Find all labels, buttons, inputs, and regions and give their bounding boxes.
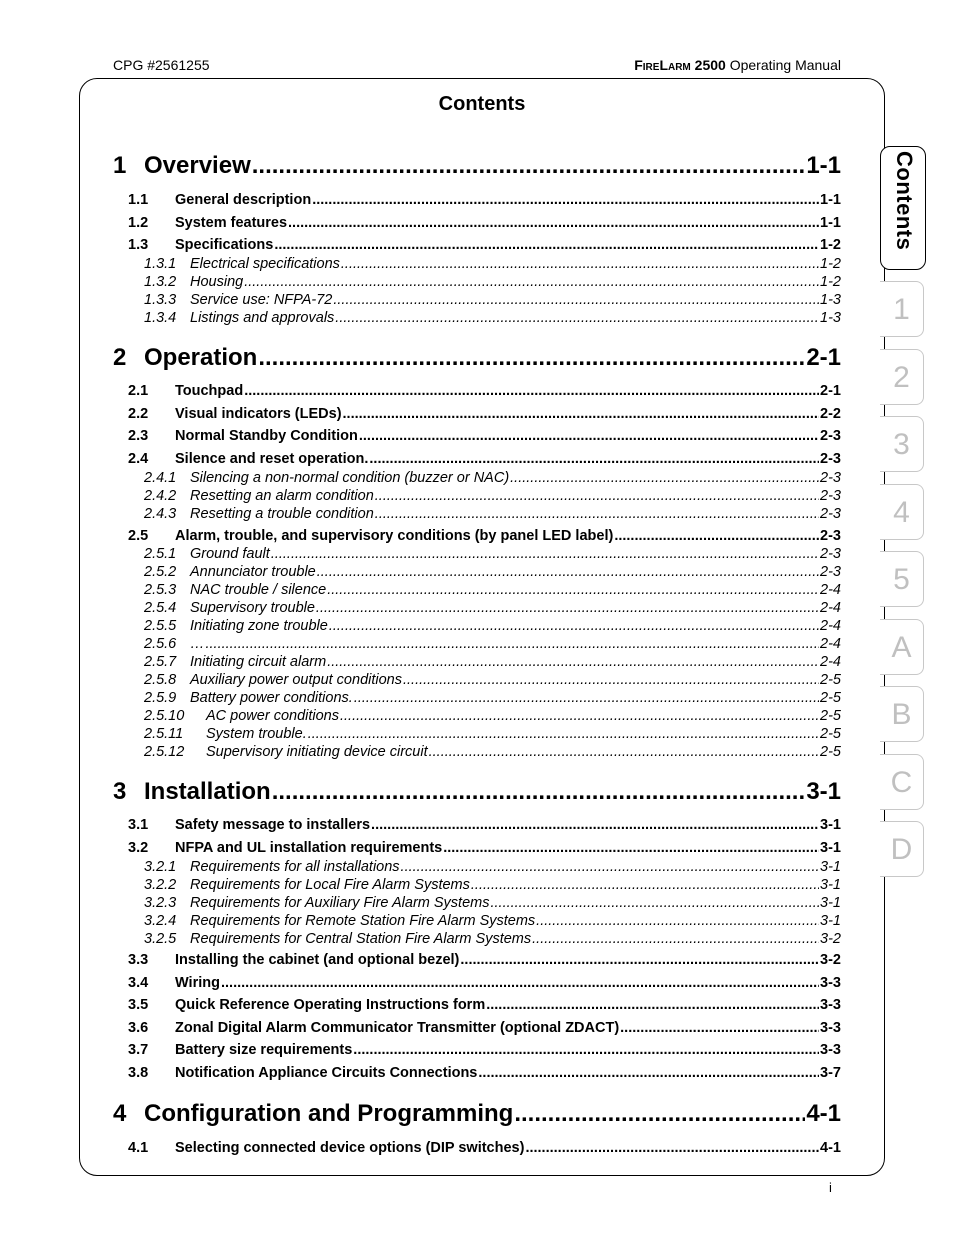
dot-leader: [359, 428, 819, 444]
toc-entry-title: Service use: NFPA-72: [190, 292, 333, 308]
toc-entry-number: 3.8: [128, 1065, 149, 1081]
toc-entry-label: [144, 636, 205, 652]
toc-entry-label: [144, 913, 535, 929]
toc-entry-title: Resetting an alarm condition: [190, 488, 374, 504]
toc-entry-label: [144, 488, 374, 504]
toc-entry-label: [144, 470, 509, 486]
dot-leader: [272, 778, 806, 806]
toc-entry-page: 3-7: [820, 1065, 841, 1081]
tab-chapter-3[interactable]: 3: [880, 416, 924, 472]
toc-section[interactable]: [128, 383, 841, 399]
toc-entry-number: 2.3: [128, 428, 149, 445]
toc-entry-page: 2-3: [820, 564, 841, 580]
toc-entry-label: [144, 690, 353, 706]
toc-entry-page: 2-5: [820, 744, 841, 760]
toc-entry-page: 2-4: [820, 582, 841, 598]
toc-entry-title: Touchpad: [175, 383, 244, 399]
dot-leader: [317, 564, 819, 580]
toc-entry-label: [128, 192, 311, 208]
dot-leader: [620, 1020, 819, 1036]
dot-leader: [312, 192, 819, 208]
dot-leader: [371, 817, 819, 833]
toc-subsection[interactable]: [144, 708, 841, 724]
toc-section[interactable]: [128, 817, 841, 833]
toc-entry-number: 3.7: [128, 1042, 149, 1059]
toc-entry-title: Wiring: [175, 974, 220, 991]
toc-entry-number: 1.3.3: [144, 292, 177, 308]
toc-entry-page: 2-4: [820, 654, 841, 670]
toc-entry-label: [144, 506, 374, 522]
toc-entry-number: 1.2: [128, 214, 149, 231]
toc-entry-number: 3.2.5: [144, 930, 177, 947]
toc-entry-label: [128, 528, 613, 544]
toc-entry-page: 1-3: [820, 292, 841, 308]
toc-entry-number: 2.5.1: [144, 546, 177, 562]
toc-entry-label: [113, 778, 271, 806]
toc-subsection[interactable]: [144, 931, 841, 947]
toc-entry-title: Specifications: [175, 237, 274, 254]
toc-entry-page: 3-3: [820, 1019, 841, 1036]
dot-leader: [525, 1140, 819, 1156]
dot-leader: [460, 952, 819, 968]
toc-entry-number: 2.5.2: [144, 564, 177, 580]
toc-entry-number: 3.4: [128, 974, 149, 991]
toc-entry-number: 3.6: [128, 1019, 149, 1036]
toc-subsection[interactable]: [144, 859, 841, 875]
toc-entry-title: Ground fault: [190, 546, 270, 562]
toc-section[interactable]: [128, 1020, 841, 1036]
toc-subsection[interactable]: [144, 470, 841, 486]
toc-entry-page: 2-5: [820, 672, 841, 688]
dot-leader: [375, 506, 819, 522]
tab-chapter-5[interactable]: 5: [880, 551, 924, 607]
toc-entry-page: 1-2: [820, 274, 841, 290]
toc-entry-label: [128, 840, 442, 856]
toc-entry-number: 2: [113, 344, 127, 371]
toc-subsection[interactable]: [144, 636, 841, 652]
dot-leader: [443, 840, 819, 856]
toc-entry-title: Battery size requirements: [175, 1042, 353, 1059]
dot-leader: [333, 292, 819, 308]
toc-entry-page: 3-1: [820, 876, 841, 893]
toc-entry-title: Supervisory initiating device circuit: [206, 744, 428, 760]
dot-leader: [274, 237, 819, 253]
toc-entry-number: 2.5.9: [144, 690, 177, 706]
toc-subsection[interactable]: [144, 488, 841, 504]
toc-entry-title: Silence and reset operation.: [175, 450, 369, 467]
toc-subsection[interactable]: [144, 726, 841, 742]
dot-leader: [478, 1065, 819, 1081]
toc-entry-title: …: [190, 636, 205, 652]
toc-entry-title: Safety message to installers: [175, 817, 371, 833]
toc-subsection[interactable]: [144, 913, 841, 929]
toc-entry-number: 2.5.8: [144, 672, 177, 688]
toc-entry-page: 3-2: [820, 930, 841, 947]
toc-entry-number: 2.1: [128, 383, 149, 399]
toc-entry-number: 2.5: [128, 528, 149, 544]
toc-subsection[interactable]: [144, 292, 841, 308]
dot-leader: [369, 451, 819, 467]
toc-entry-page: 2-3: [820, 428, 841, 445]
toc-entry-number: 4.1: [128, 1140, 149, 1156]
toc-entry-number: 2.4.3: [144, 506, 177, 522]
toc-section[interactable]: [128, 428, 841, 444]
toc-entry-label: [144, 859, 400, 875]
toc-entry-page: 1-2: [820, 237, 841, 254]
dot-leader: [614, 528, 819, 544]
toc-entry-number: 2.5.4: [144, 600, 177, 616]
toc-entry-label: [113, 1100, 513, 1128]
toc-entry-number: 3.3: [128, 952, 149, 968]
toc-section[interactable]: [128, 215, 841, 231]
toc-entry-label: [144, 618, 328, 634]
toc-section[interactable]: [128, 528, 841, 544]
toc-entry-label: [144, 672, 402, 688]
header-brand: FireLarm 2500: [634, 57, 726, 73]
toc-entry-page: 4-1: [806, 1100, 841, 1127]
dot-leader: [308, 726, 819, 742]
toc-subsection[interactable]: [144, 546, 841, 562]
toc-entry-number: 2.5.3: [144, 582, 177, 598]
toc-chapter[interactable]: [113, 152, 841, 180]
toc-entry-page: 2-5: [820, 726, 841, 742]
dot-leader: [258, 344, 805, 372]
toc-entry-page: 2-2: [820, 405, 841, 422]
toc-entry-label: [144, 292, 332, 308]
toc-entry-page: 1-1: [820, 214, 841, 231]
toc-entry-page: 1-2: [820, 256, 841, 272]
toc-entry-title: Requirements for Remote Station Fire Alarm Systems: [190, 912, 536, 929]
toc-entry-title: Resetting a trouble condition: [190, 506, 374, 522]
toc-entry-label: [128, 237, 273, 253]
toc-entry-page: 3-1: [806, 778, 841, 805]
toc-entry-number: 2.5.6: [144, 636, 177, 652]
toc-subsection[interactable]: [144, 310, 841, 326]
dot-leader: [316, 600, 819, 616]
toc-entry-label: [128, 975, 220, 991]
toc-subsection[interactable]: [144, 506, 841, 522]
toc-entry-label: [128, 817, 370, 833]
toc-subsection[interactable]: [144, 256, 841, 272]
dot-leader: [206, 636, 820, 652]
toc-subsection[interactable]: [144, 618, 841, 634]
toc-section[interactable]: [128, 840, 841, 856]
toc-entry-page: 3-3: [820, 997, 841, 1014]
toc-subsection[interactable]: [144, 274, 841, 290]
dot-leader: [471, 877, 819, 893]
toc-entry-title: Configuration and Programming: [144, 1100, 514, 1127]
toc-entry-page: 2-4: [820, 636, 841, 652]
toc-entry-number: 2.5.7: [144, 654, 177, 670]
tab-chapter-1[interactable]: 1: [880, 281, 924, 337]
header-manual-title: [634, 57, 841, 73]
toc-entry-title: Initiating circuit alarm: [190, 654, 327, 670]
dot-leader: [327, 582, 819, 598]
toc-entry-title: Annunciator trouble: [190, 564, 316, 580]
toc-section[interactable]: [128, 997, 841, 1013]
toc-entry-number: 3: [113, 778, 127, 805]
toc-entry-title: Requirements for Central Station Fire Alarm Systems: [190, 930, 532, 947]
toc-entry-number: 2.4.2: [144, 488, 177, 504]
toc-entry-label: [144, 708, 339, 724]
toc-entry-page: 3-1: [820, 859, 841, 875]
toc-entry-label: [144, 274, 243, 290]
dot-leader: [252, 152, 806, 180]
tab-chapter-c[interactable]: C: [880, 754, 924, 810]
toc-entry-title: Requirements for all installations: [190, 859, 400, 875]
toc-entry-title: Initiating zone trouble: [190, 618, 328, 634]
toc-entry-number: 3.2.4: [144, 912, 177, 929]
toc-entry-label: [144, 931, 531, 947]
toc-section[interactable]: [128, 192, 841, 208]
toc-section[interactable]: [128, 952, 841, 968]
toc-entry-number: 4: [113, 1100, 127, 1127]
toc-entry-page: 2-1: [820, 383, 841, 399]
dot-leader: [244, 274, 819, 290]
toc-entry-label: [144, 310, 334, 326]
toc-entry-label: [128, 406, 342, 422]
toc-entry-page: 2-4: [820, 600, 841, 616]
toc-entry-title: Selecting connected device options (DIP switches): [175, 1140, 525, 1156]
toc-entry-number: 1: [113, 152, 127, 179]
toc-entry-title: NAC trouble / silence: [190, 582, 327, 598]
toc-entry-title: General description: [175, 192, 312, 208]
toc-entry-page: 1-1: [820, 192, 841, 208]
dot-leader: [510, 470, 819, 486]
dot-leader: [536, 913, 819, 929]
toc-subsection[interactable]: [144, 672, 841, 688]
dot-leader: [401, 859, 819, 875]
toc-entry-title: Supervisory trouble: [190, 600, 315, 616]
toc-entry-label: [144, 582, 326, 598]
toc-subsection[interactable]: [144, 564, 841, 580]
toc-entry-page: 2-3: [820, 488, 841, 504]
toc-entry-title: Requirements for Local Fire Alarm Systems: [190, 876, 470, 893]
toc-entry-label: [128, 1020, 619, 1036]
toc-entry-page: 2-3: [820, 528, 841, 544]
toc-entry-page: 1-3: [820, 310, 841, 326]
toc-entry-label: [113, 344, 257, 372]
toc-entry-label: [144, 256, 340, 272]
toc-entry-label: [128, 1140, 524, 1156]
dot-leader: [486, 997, 819, 1013]
toc-entry-title: Listings and approvals: [190, 310, 335, 326]
toc-entry-title: NFPA and UL installation requirements: [175, 839, 443, 856]
toc-section[interactable]: [128, 406, 841, 422]
toc-entry-label: [128, 1042, 352, 1058]
toc-entry-number: 2.5.12: [144, 744, 185, 760]
toc-entry-page: 3-2: [820, 952, 841, 968]
toc-subsection[interactable]: [144, 582, 841, 598]
toc-entry-label: [128, 383, 243, 399]
page-number: i: [829, 1180, 832, 1195]
dot-leader: [343, 406, 820, 422]
toc-entry-label: [128, 215, 287, 231]
toc-entry-number: 1.3.1: [144, 256, 177, 272]
toc-entry-number: 2.4.1: [144, 470, 177, 486]
dot-leader: [327, 654, 819, 670]
toc-entry-title: Housing: [190, 274, 244, 290]
toc-entry-number: 3.2.3: [144, 894, 177, 911]
dot-leader: [244, 383, 819, 399]
dot-leader: [221, 975, 819, 991]
toc-entry-label: [144, 744, 428, 760]
toc-entry-number: 1.3.4: [144, 310, 177, 326]
toc-entry-label: [128, 952, 459, 968]
toc-chapter[interactable]: [113, 1100, 841, 1128]
toc-chapter[interactable]: [113, 344, 841, 372]
toc-entry-label: [144, 877, 470, 893]
toc-entry-label: [144, 726, 307, 742]
toc-entry-page: 3-1: [820, 894, 841, 911]
toc-entry-title: Alarm, trouble, and supervisory conditions (by panel LED label): [175, 528, 614, 544]
toc-entry-label: [144, 564, 316, 580]
toc-entry-page: 4-1: [820, 1140, 841, 1156]
header-doc-number: CPG #2561255: [113, 57, 210, 73]
toc-entry-page: 2-1: [806, 344, 841, 371]
dot-leader: [403, 672, 819, 688]
toc-subsection[interactable]: [144, 895, 841, 911]
toc-section[interactable]: [128, 1042, 841, 1058]
toc-entry-label: [113, 152, 251, 180]
toc-entry-title: System features: [175, 214, 288, 231]
toc-subsection[interactable]: [144, 744, 841, 760]
toc-section[interactable]: [128, 1140, 841, 1156]
toc-entry-title: Operation: [144, 344, 258, 371]
toc-entry-number: 2.2: [128, 405, 149, 422]
toc-entry-label: [128, 997, 485, 1013]
toc-entry-title: Overview: [144, 152, 251, 179]
toc-entry-page: 3-1: [820, 912, 841, 929]
toc-entry-label: [144, 895, 489, 911]
toc-entry-title: Requirements for Auxiliary Fire Alarm Systems: [190, 894, 490, 911]
tab-contents-label: Contents: [892, 151, 917, 251]
toc-entry-title: Visual indicators (LEDs): [175, 405, 342, 422]
toc-subsection[interactable]: [144, 690, 841, 706]
tab-chapter-4[interactable]: 4: [880, 484, 924, 540]
dot-leader: [288, 215, 819, 231]
toc-entry-title: AC power conditions: [206, 708, 339, 724]
toc-entry-page: 2-5: [820, 708, 841, 724]
dot-leader: [375, 488, 819, 504]
toc-entry-title: Normal Standby Condition: [175, 428, 358, 445]
dot-leader: [271, 546, 819, 562]
toc-entry-page: 3-3: [820, 974, 841, 991]
toc-entry-number: 1.3.2: [144, 274, 177, 290]
toc-entry-title: Silencing a non-normal condition (buzzer or NAC): [190, 470, 510, 486]
toc-entry-page: 3-3: [820, 1042, 841, 1059]
toc-section[interactable]: [128, 975, 841, 991]
header-suffix: Operating Manual: [725, 57, 841, 73]
toc-entry-label: [144, 654, 326, 670]
toc-subsection[interactable]: [144, 654, 841, 670]
dot-leader: [514, 1100, 805, 1128]
toc-entry-page: 2-5: [820, 690, 841, 706]
toc-entry-page: 2-3: [820, 506, 841, 522]
toc-entry-page: 2-4: [820, 618, 841, 634]
tab-chapter-2[interactable]: 2: [880, 349, 924, 405]
toc-entry-label: [128, 1065, 477, 1081]
dot-leader: [335, 310, 819, 326]
tab-chapter-b[interactable]: B: [880, 686, 924, 742]
toc-entry-title: Quick Reference Operating Instructions form: [175, 997, 486, 1014]
toc-section[interactable]: [128, 237, 841, 253]
dot-leader: [354, 690, 819, 706]
toc-entry-title: Installing the cabinet (and optional bezel): [175, 952, 460, 968]
page-title: Contents: [438, 93, 526, 115]
toc-entry-number: 2.5.10: [144, 708, 185, 724]
toc-subsection[interactable]: [144, 600, 841, 616]
toc-entry-number: 2.5.11: [144, 726, 184, 742]
toc-section[interactable]: [128, 1065, 841, 1081]
toc-entry-number: 3.2.2: [144, 876, 177, 893]
toc-entry-number: 1.3: [128, 237, 149, 254]
toc-subsection[interactable]: [144, 877, 841, 893]
toc-entry-number: 2.5.5: [144, 618, 177, 634]
toc-entry-label: [128, 451, 368, 467]
toc-entry-title: System trouble.: [206, 726, 307, 742]
toc-entry-page: 3-1: [820, 817, 841, 833]
tab-chapter-a[interactable]: A: [880, 619, 924, 675]
toc-entry-title: Zonal Digital Alarm Communicator Transmitter (optional ZDACT): [175, 1019, 620, 1036]
toc-entry-number: 2.4: [128, 450, 149, 467]
toc-entry-page: 3-1: [820, 839, 841, 856]
dot-leader: [532, 931, 819, 947]
toc-entry-label: [144, 546, 270, 562]
toc-entry-label: [128, 428, 358, 444]
toc-chapter[interactable]: [113, 778, 841, 806]
toc-entry-label: [144, 600, 315, 616]
dot-leader: [340, 708, 819, 724]
toc-entry-number: 1.1: [128, 192, 149, 208]
dot-leader: [490, 895, 819, 911]
toc-entry-page: 2-3: [820, 546, 841, 562]
dot-leader: [353, 1042, 819, 1058]
toc-entry-number: 3.2.1: [144, 859, 177, 875]
toc-entry-title: Installation: [144, 778, 271, 805]
dot-leader: [429, 744, 819, 760]
toc-entry-title: Electrical specifications: [190, 256, 340, 272]
dot-leader: [341, 256, 819, 272]
toc-section[interactable]: [128, 451, 841, 467]
tab-contents[interactable]: [880, 146, 926, 270]
toc-entry-title: Notification Appliance Circuits Connections: [175, 1065, 478, 1081]
dot-leader: [329, 618, 819, 634]
toc-entry-title: Battery power conditions.: [190, 690, 353, 706]
toc-entry-title: Auxiliary power output conditions: [190, 672, 402, 688]
toc-entry-number: 3.1: [128, 817, 149, 833]
toc-entry-page: 2-3: [820, 450, 841, 467]
toc-entry-number: 3.2: [128, 839, 149, 856]
toc-entry-page: 1-1: [806, 152, 841, 179]
tab-chapter-d[interactable]: D: [880, 821, 924, 877]
toc-entry-number: 3.5: [128, 997, 149, 1014]
toc-entry-page: 2-3: [820, 470, 841, 486]
